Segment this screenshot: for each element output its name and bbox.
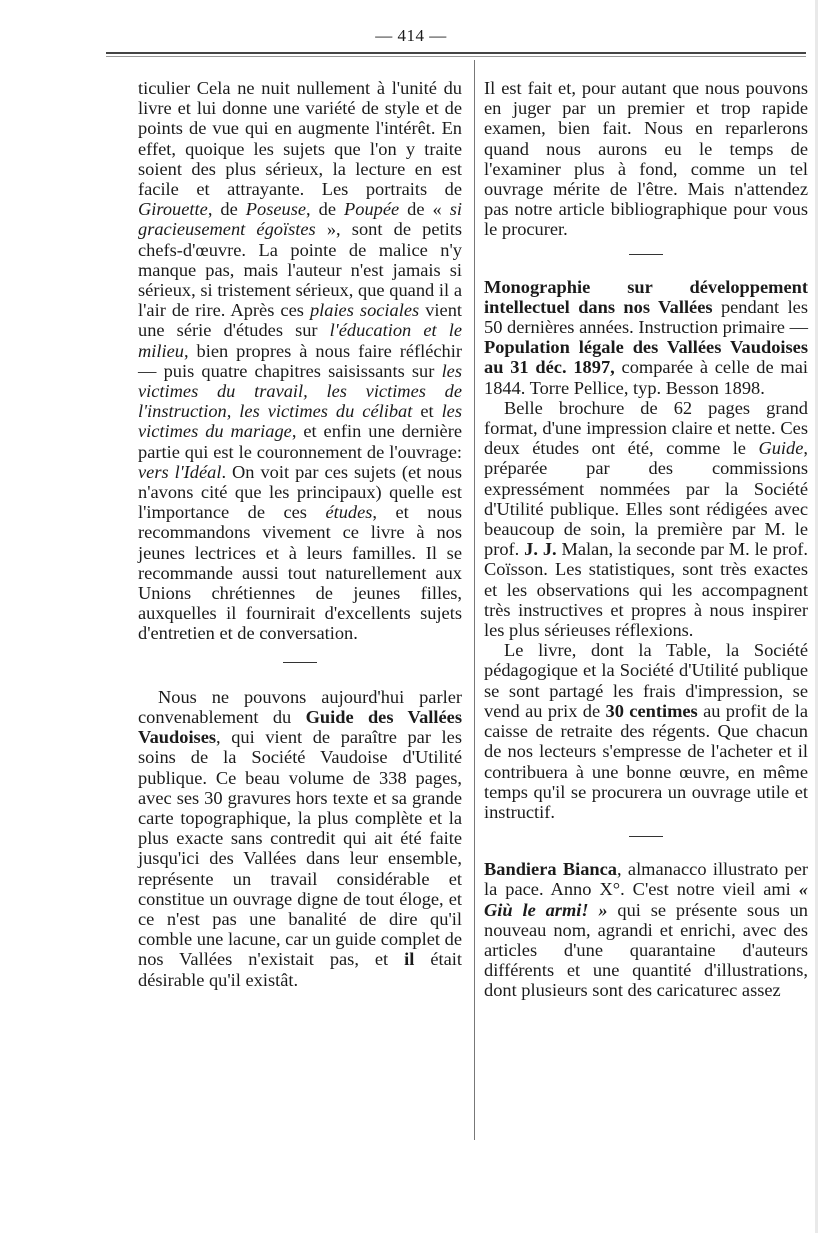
text-run: , almanacco illustrato per la pace. Anno X°. C'est notre vieil ami [484, 859, 808, 900]
text-run: études [325, 502, 373, 523]
right-column [484, 78, 808, 1001]
text-run: », sont de petits chefs-d'œuvre. La pointe de malice n'y manque pas, mais l'auteur n'est jamais si sérieux, si tristement sérieux, que quand il a l'air de rire. Après ces [138, 219, 463, 321]
text-run: vers l'Idéal [138, 461, 222, 482]
text-run: Bandiera Bianca [484, 859, 618, 880]
scan-edge [815, 0, 818, 1233]
text-run: l'éducation et le milieu [138, 320, 462, 361]
text-run: Monographie sur développement intellectuel dans nos Vallées [484, 276, 808, 317]
section-separator [283, 662, 317, 663]
left-column [138, 78, 462, 990]
text-run: pendant les 50 dernières années. Instruction primaire — [484, 296, 808, 338]
header-rule [106, 52, 806, 54]
text-run: qui se présente sous un nouveau nom, agrandi et enrichi, avec des articles d'une quarantaine d'auteurs différents et une quantité d'illustrations, dont plusieurs sont des caricaturec assez [484, 899, 808, 1001]
text-run: il [404, 949, 415, 970]
paragraph [484, 640, 808, 822]
text-run: Le livre, dont la Table, la Société pédagogique et la Société d'Utilité publique se sont partagé les frais d'impression, se vend au prix de [484, 640, 808, 721]
text-run: plaies sociales [309, 300, 420, 321]
text-run: Poseuse [245, 199, 307, 220]
text-run: , préparée par des commissions expressément nommées par la Société d'Utilité publique. Elles sont rédigées avec beaucoup de soin, la première par M. le prof. [484, 438, 808, 560]
text-run: les victimes du mariage [138, 401, 462, 442]
text-run: Guide des Vallées Vaudoises [138, 706, 462, 748]
text-run: de « [399, 199, 450, 220]
page-number: — 414 — [375, 26, 447, 45]
text-run: , qui vient de paraître par les soins de la Société Vaudoise d'Utilité publique. Ce beau volume de 338 pages, avec ses 30 gravures hors texte et sa grande carte topographique, la plus complète et la plus exacte sans contredit qui ait été faite jusqu'ici des Vallées dans leur ensemble, représente un travail considérable et constitue un ouvrage digne de tout éloge, et ce n'est pas une banalité de dire qu'il comble une lacune, car un guide complet de nos Vallées n'existait pas, et [138, 727, 462, 970]
text-run: . On voit par ces sujets (et nous n'avons cité que les principaux) quelle est l'importance de ces [138, 461, 462, 523]
paragraph [138, 687, 462, 990]
paragraph [484, 398, 808, 640]
text-run: vient une série d'études sur [138, 300, 462, 341]
text-run: Malan, la seconde par M. le prof. Coïsson. Les statistiques, sont très exactes et les observations qui les accompagnent très instructives et propres à nous inspirer les plus sérieuses réflexions. [484, 539, 808, 641]
text-run: Guide [758, 438, 804, 459]
paragraph [484, 78, 808, 240]
text-run: Population légale des Vallées Vaudoises au 31 déc. 1897, [484, 337, 808, 378]
text-run: les victimes du travail, les victimes de l'instruction, les victimes du célibat [138, 360, 462, 422]
paragraph [138, 78, 462, 644]
text-run: , et nous recommandons vivement ce livre à nos jeunes lectrices et à leurs familles. Il se recommande aussi tout naturellement aux Unions chrétiennes de jeunes filles, auxquelles il fournirait d'excellents sujets d'entretien et de conversation. [138, 502, 462, 644]
text-run: Belle brochure de 62 pages grand format, d'une impression claire et nette. Ces deux études ont été, comme le [484, 397, 808, 459]
text-run: Nous ne pouvons aujourd'hui parler convenablement du [138, 686, 462, 727]
text-run: , et enfin une dernière partie qui est le couronnement de l'ouvrage: [138, 421, 462, 462]
text-run: J. J. [524, 539, 557, 560]
paragraph [484, 277, 808, 398]
text-run: ticulier Cela ne nuit nullement à l'unité du livre et lui donne une variété de style et de points de vue qui en augmente l'intérêt. En effet, quoique les sujets que l'on y traite soient des plus sérieux, la lecture en est facile et attrayante. Les portraits de [138, 78, 462, 200]
text-run: « Giù le armi! » [484, 879, 808, 920]
section-separator [629, 836, 663, 837]
text-run: était désirable qu'il existât. [138, 949, 462, 990]
text-run: , de [207, 199, 246, 220]
text-run: comparée à celle de mai 1844. Torre Pellice, typ. Besson 1898. [484, 357, 809, 398]
paragraph [484, 859, 808, 1000]
text-run: Girouette [138, 199, 208, 220]
text-run: si gracieusement égoïstes [138, 199, 463, 240]
column-divider [474, 60, 475, 1140]
text-run: Il est fait et, pour autant que nous pouvons en juger par un premier et trop rapide examen, bien fait. Nous en reparlerons quand nous aurons eu le temps de l'examiner plus à fond, comme un tel ouvrage mérite de l'être. Mais n'attendez pas notre article bibliographique pour vous le procurer. [484, 78, 808, 240]
section-separator [629, 254, 663, 255]
text-run: au profit de la caisse de retraite des régents. Que chacun de nos lecteurs s'empresse de l'acheter et il contribuera à une bonne œuvre, en même temps qu'il se procurera un ouvrage utile et instructif. [484, 700, 808, 822]
text-run: , bien propres à nous faire réfléchir — puis quatre chapitres saisissants sur [138, 340, 462, 381]
text-run: 30 centimes [605, 700, 698, 721]
text-run: et [412, 401, 442, 422]
text-run: Poupée [344, 199, 400, 220]
text-run: , de [306, 199, 345, 220]
